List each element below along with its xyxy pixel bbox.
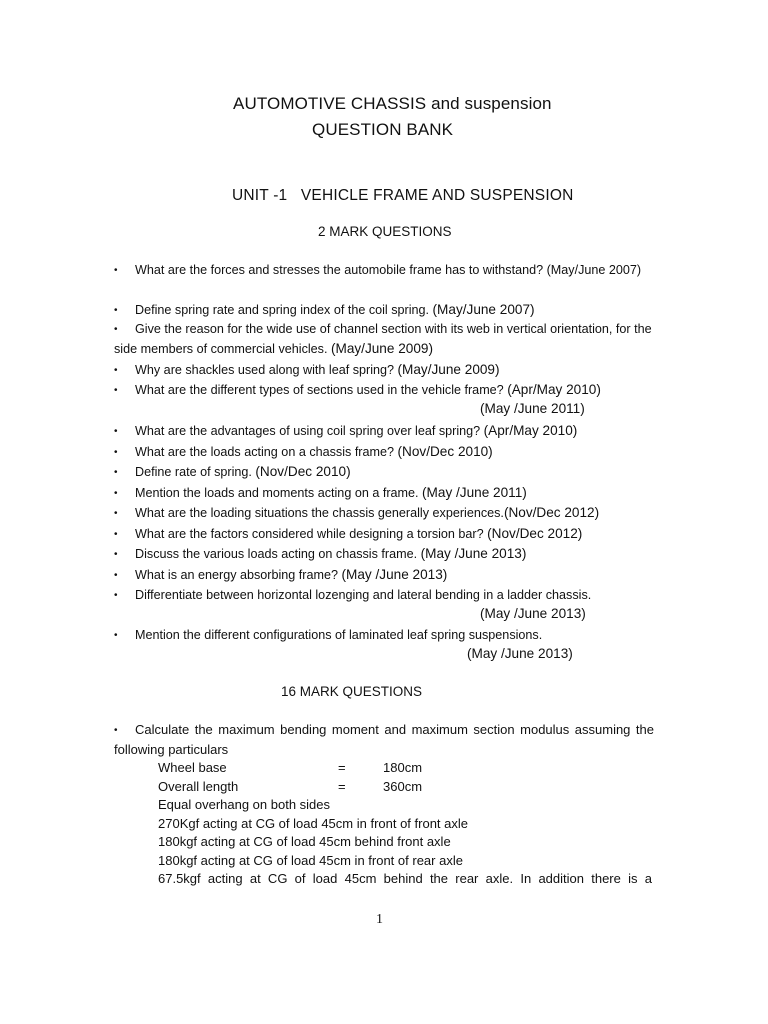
question-particulars <box>158 759 658 889</box>
bullet-icon: • <box>114 529 118 540</box>
question-item: • What are the forces and stresses the automobile frame has to withstand? (May/June 2007) <box>114 261 652 280</box>
bullet-icon: • <box>114 265 118 276</box>
two-mark-heading: 2 MARK QUESTIONS <box>318 224 452 239</box>
question-item: • Discuss the various loads acting on chassis frame. (May /June 2013) <box>114 544 652 564</box>
bullet-icon: • <box>114 630 118 641</box>
document-title: AUTOMOTIVE CHASSIS and suspension <box>233 94 552 113</box>
exam-reference: (May /June 2013) <box>467 646 573 661</box>
exam-reference: (May /June 2013) <box>341 567 448 582</box>
exam-reference: (Apr/May 2010) <box>483 423 578 438</box>
particular-equals: = <box>338 760 346 775</box>
particular-row <box>158 778 658 797</box>
bullet-icon: • <box>114 426 118 437</box>
bullet-icon: • <box>114 725 118 736</box>
particular-equals: = <box>338 778 346 794</box>
bullet-icon: • <box>114 570 118 581</box>
question-item: • Give the reason for the wide use of channel section with its web in vertical orientation, for the side members of commercial vehicles. (May/June 2009) <box>114 322 652 356</box>
document-subtitle: QUESTION BANK <box>312 120 454 139</box>
question-item: • Mention the loads and moments acting on a frame. (May /June 2011) <box>114 483 652 503</box>
exam-reference: (May/June 2009) <box>330 341 433 356</box>
particular-row <box>158 759 658 778</box>
particular-value: 360cm <box>383 778 423 794</box>
exam-reference: (Apr/May 2010) <box>507 382 601 397</box>
question-item: • Define spring rate and spring index of the coil spring. (May/June 2007) <box>114 300 652 320</box>
exam-reference: (May /June 2013) <box>480 606 586 621</box>
bullet-icon: • <box>114 590 118 601</box>
bullet-icon: • <box>114 385 118 396</box>
sixteen-mark-heading: 16 MARK QUESTIONS <box>281 684 423 699</box>
question-item: • Calculate the maximum bending moment and maximum section modulus assuming the following particulars <box>114 722 654 757</box>
question-item: • Mention the different configurations of laminated leaf spring suspensions. <box>114 626 652 645</box>
exam-reference: (May /June 2011) <box>422 485 527 500</box>
particular-line: 180kgf acting at CG of load 45cm behind front axle <box>158 834 451 849</box>
bullet-icon: • <box>114 324 118 335</box>
bullet-icon: • <box>114 467 118 478</box>
question-item: • Why are shackles used along with leaf spring? (May/June 2009) <box>114 360 652 380</box>
question-item: • What are the loads acting on a chassis frame? (Nov/Dec 2010) <box>114 442 652 462</box>
exam-reference: (Nov/Dec 2010) <box>255 464 351 479</box>
particular-label: Overall length <box>158 778 239 794</box>
exam-reference: (Nov/Dec 2012) <box>487 526 583 541</box>
bullet-icon: • <box>114 549 118 560</box>
particular-label: Wheel base <box>158 760 227 775</box>
particular-value: 180cm <box>383 760 423 775</box>
unit-heading: UNIT -1 VEHICLE FRAME AND SUSPENSION <box>232 187 574 204</box>
page-number: 1 <box>376 912 383 927</box>
exam-reference: (May/June 2009) <box>397 362 500 377</box>
particular-line: Equal overhang on both sides <box>158 797 331 812</box>
question-item: • What are the factors considered while designing a torsion bar? (Nov/Dec 2012) <box>114 524 652 544</box>
exam-reference: (Nov/Dec 2010) <box>397 444 493 459</box>
bullet-icon: • <box>114 365 118 376</box>
question-item: • What are the advantages of using coil spring over leaf spring? (Apr/May 2010) <box>114 421 652 441</box>
particular-line: 67.5kgf acting at CG of load 45cm behind the rear axle. In addition there is a <box>158 871 652 886</box>
bullet-icon: • <box>114 508 118 519</box>
exam-reference: (May /June 2013) <box>420 546 527 561</box>
question-item: • What is an energy absorbing frame? (May /June 2013) <box>114 565 652 585</box>
bullet-icon: • <box>114 488 118 499</box>
particular-line: 180kgf acting at CG of load 45cm in front of rear axle <box>158 852 463 868</box>
bullet-icon: • <box>114 447 118 458</box>
exam-reference: (May /June 2011) <box>480 401 585 416</box>
question-item: • What are the different types of sections used in the vehicle frame? (Apr/May 2010) <box>114 380 652 400</box>
bullet-icon: • <box>114 305 118 316</box>
exam-reference: (Nov/Dec 2012) <box>503 505 600 520</box>
exam-reference: (May/June 2007) <box>432 302 535 317</box>
particular-line: 270Kgf acting at CG of load 45cm in front of front axle <box>158 815 469 831</box>
question-item: • Define rate of spring. (Nov/Dec 2010) <box>114 462 652 482</box>
question-item: • Differentiate between horizontal lozenging and lateral bending in a ladder chassis. <box>114 586 652 605</box>
question-item: • What are the loading situations the chassis generally experiences.(Nov/Dec 2012) <box>114 503 652 523</box>
